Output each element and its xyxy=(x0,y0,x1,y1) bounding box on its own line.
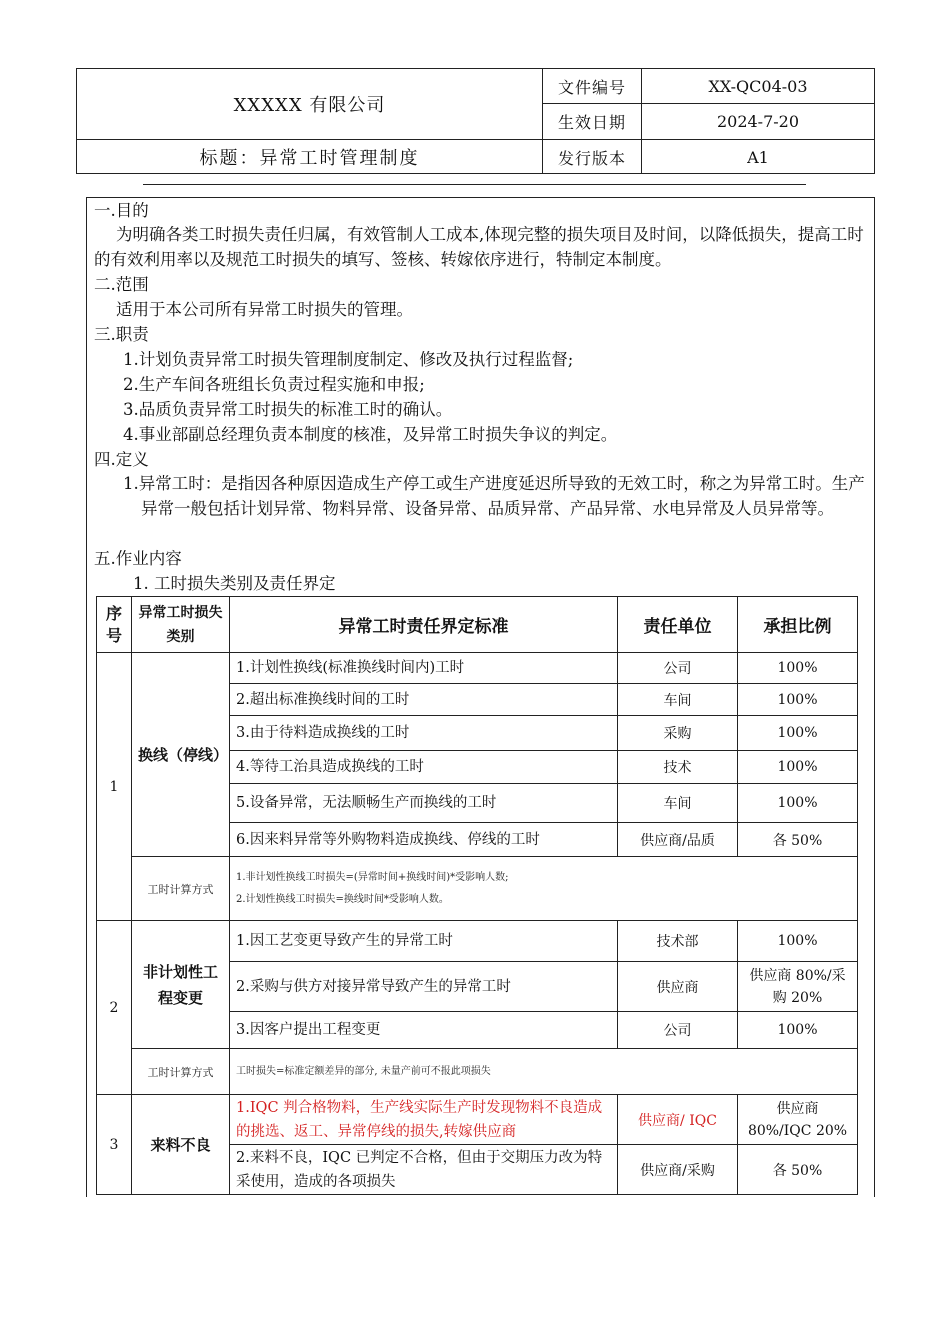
ratio-cell: 100% xyxy=(738,1012,858,1049)
formula-row xyxy=(97,857,858,921)
standard-cell: 1.计划性换线(标准换线时间内)工时 xyxy=(230,653,618,684)
group-category: 非计划性工程变更 xyxy=(132,921,230,1049)
group-seq: 2 xyxy=(97,921,132,1095)
section-scope-text: 适用于本公司所有异常工时损失的管理。 xyxy=(116,300,413,319)
unit-cell: 供应商/品质 xyxy=(618,823,738,857)
group-seq: 1 xyxy=(97,653,132,921)
unit-cell: 采购 xyxy=(618,716,738,751)
unit-cell: 供应商 xyxy=(618,962,738,1012)
duty-item: 4.事业部副总经理负责本制度的核准，及异常工时损失争议的判定。 xyxy=(123,425,618,444)
unit-cell: 供应商/ IQC xyxy=(618,1095,738,1145)
unit-cell: 技术 xyxy=(618,751,738,784)
unit-cell: 供应商/采购 xyxy=(618,1145,738,1195)
ratio-cell: 100% xyxy=(738,751,858,784)
standard-cell: 5.设备异常，无法顺畅生产而换线的工时 xyxy=(230,784,618,823)
ratio-cell: 100% xyxy=(738,684,858,716)
header-divider xyxy=(143,184,806,185)
header-seq: 序号 xyxy=(97,597,132,653)
unit-cell: 车间 xyxy=(618,784,738,823)
standard-cell: 2.超出标准换线时间的工时 xyxy=(230,684,618,716)
group-category: 换线（停线） xyxy=(132,653,230,857)
effective-date-value: 2024-7-20 xyxy=(642,104,874,140)
version-value: A1 xyxy=(747,147,769,167)
version-label: 发行版本 xyxy=(543,140,642,174)
group-category: 来料不良 xyxy=(132,1095,230,1195)
section-duty-title: 三.职责 xyxy=(94,325,149,344)
ratio-cell: 100% xyxy=(738,784,858,823)
standard-cell: 1.IQC 判合格物料，生产线实际生产时发现物料不良造成的挑选、返工、异常停线的损失,转嫁供应商 xyxy=(230,1095,618,1145)
section-operation-subtitle: 1. 工时损失类别及责任界定 xyxy=(133,574,336,593)
header-unit: 责任单位 xyxy=(618,597,738,653)
formula-line: 工时损失=标准定额差异的部分, 未量产前可不报此项损失 xyxy=(236,1065,491,1077)
standard-cell: 6.因来料异常等外购物料造成换线、停线的工时 xyxy=(230,823,618,857)
header-ratio: 承担比例 xyxy=(738,597,858,653)
document-title: 标题：异常工时管理制度 xyxy=(77,140,543,174)
section-purpose-title: 一.目的 xyxy=(94,201,149,220)
section-definition-text: 1.异常工时：是指因各种原因造成生产停工或生产进度延迟所导致的无效工时，称之为异常工时。生产异常一般包括计划异常、物料异常、设备异常、品质异常、产品异常、水电异常及人员异常等。 xyxy=(123,474,865,518)
doc-no-label: 文件编号 xyxy=(543,69,642,104)
unit-cell: 公司 xyxy=(618,1012,738,1049)
duty-item: 2.生产车间各班组长负责过程实施和申报; xyxy=(123,375,425,394)
ratio-cell: 供应商 80%/采购 20% xyxy=(738,962,858,1012)
section-definition-title: 四.定义 xyxy=(94,450,149,469)
formula-line: 1.非计划性换线工时损失=(异常时间+换线时间)*受影响人数; xyxy=(236,871,509,883)
document-header xyxy=(76,68,875,174)
section-operation-title: 五.作业内容 xyxy=(94,549,182,568)
ratio-cell: 100% xyxy=(738,921,858,962)
ratio-cell: 100% xyxy=(738,653,858,684)
header-standard: 异常工时责任界定标准 xyxy=(230,597,618,653)
unit-cell: 技术部 xyxy=(618,921,738,962)
formula-cell xyxy=(230,1049,858,1095)
formula-line: 2.计划性换线工时损失=换线时间*受影响人数。 xyxy=(236,893,449,905)
ratio-cell: 100% xyxy=(738,716,858,751)
standard-cell: 3.由于待料造成换线的工时 xyxy=(230,716,618,751)
section-scope-title: 二.范围 xyxy=(94,275,149,294)
standard-cell: 2.来料不良，IQC 已判定不合格，但由于交期压力改为特采使用，造成的各项损失 xyxy=(230,1145,618,1195)
duty-item: 1.计划负责异常工时损失管理制度制定、修改及执行过程监督; xyxy=(123,350,574,369)
calc-method-label: 工时计算方式 xyxy=(132,1049,230,1095)
calc-method-label: 工时计算方式 xyxy=(132,857,230,921)
table-row xyxy=(97,653,858,684)
formula-row xyxy=(97,1049,858,1095)
standard-cell: 3.因客户提出工程变更 xyxy=(230,1012,618,1049)
table-row xyxy=(97,1095,858,1145)
standard-cell: 4.等待工治具造成换线的工时 xyxy=(230,751,618,784)
ratio-cell: 各 50% xyxy=(738,1145,858,1195)
table-header-row xyxy=(97,597,858,653)
doc-no-value: XX-QC04-03 xyxy=(642,69,874,104)
effective-date-label: 生效日期 xyxy=(543,104,642,140)
standard-cell: 2.采购与供方对接异常导致产生的异常工时 xyxy=(230,962,618,1012)
header-category: 异常工时损失类别 xyxy=(132,597,230,653)
company-name: XXXXX 有限公司 xyxy=(77,69,543,140)
group-seq: 3 xyxy=(97,1095,132,1195)
unit-cell: 公司 xyxy=(618,653,738,684)
ratio-cell: 供应商 80%/IQC 20% xyxy=(738,1095,858,1145)
standard-cell: 1.因工艺变更导致产生的异常工时 xyxy=(230,921,618,962)
loss-responsibility-table xyxy=(96,596,858,1195)
ratio-cell: 各 50% xyxy=(738,823,858,857)
table-row xyxy=(97,921,858,962)
duty-item: 3.品质负责异常工时损失的标准工时的确认。 xyxy=(123,400,453,419)
unit-cell: 车间 xyxy=(618,684,738,716)
section-purpose-text: 为明确各类工时损失责任归属，有效管制人工成本,体现完整的损失项目及时间，以降低损失，提高工时的有效利用率以及规范工时损失的填写、签核、转嫁依序进行，特制定本制度。 xyxy=(94,225,864,269)
formula-cell xyxy=(230,857,858,921)
